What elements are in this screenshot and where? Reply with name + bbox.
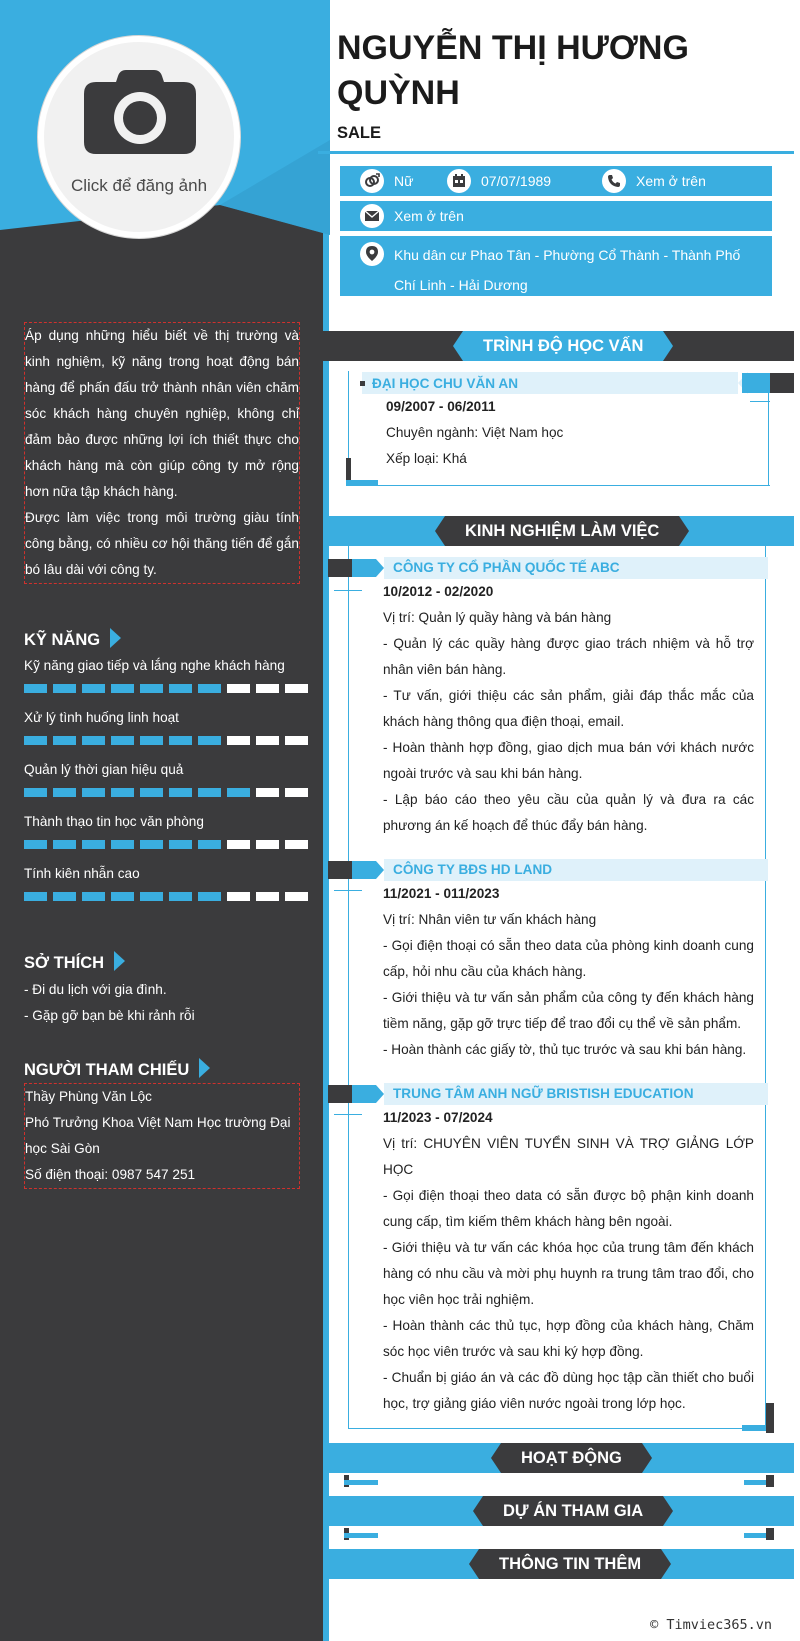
projects-heading: DỰ ÁN THAM GIA: [483, 1496, 663, 1526]
frame-tick: [750, 401, 770, 402]
section-banner-extra: [323, 1549, 794, 1579]
frame-corner: [766, 1475, 774, 1487]
skill-item[interactable]: [24, 762, 310, 797]
skill-segment-filled: [140, 892, 163, 901]
avatar-upload[interactable]: [38, 36, 240, 238]
skill-level-bar: [24, 684, 310, 693]
reference-title-text: NGƯỜI THAM CHIẾU: [24, 1061, 190, 1079]
skill-segment-filled: [82, 684, 105, 693]
job-tab: [352, 1085, 376, 1103]
skill-segment-filled: [53, 840, 76, 849]
contact-row-2: [340, 201, 772, 231]
hobby-item: - Đi du lịch với gia đình.: [24, 982, 167, 997]
skill-segment-empty: [256, 840, 279, 849]
skill-segment-filled: [169, 892, 192, 901]
skill-segment-filled: [140, 788, 163, 797]
address-value: Khu dân cư Phao Tân - Phường Cổ Thành - Thành Phố Chí Linh - Hải Dương: [394, 247, 741, 293]
frame-corner: [344, 1480, 378, 1485]
frame-corner: [766, 1528, 774, 1540]
phone-value: Xem ở trên: [636, 173, 706, 189]
skill-segment-empty: [285, 736, 308, 745]
skill-segment-filled: [169, 684, 192, 693]
timeline-tick: [334, 890, 362, 891]
experience-heading: KINH NGHIỆM LÀM VIỆC: [445, 516, 679, 546]
skill-segment-empty: [227, 684, 250, 693]
flag-icon: [114, 951, 125, 971]
skill-segment-empty: [256, 684, 279, 693]
timeline-tick: [334, 590, 362, 591]
candidate-name[interactable]: NGUYỄN THỊ HƯƠNG QUỲNH: [337, 29, 689, 112]
skill-level-bar: [24, 736, 310, 745]
skill-level-bar: [24, 892, 310, 901]
skill-segment-filled: [169, 736, 192, 745]
skill-segment-filled: [198, 840, 221, 849]
section-banner-education: [323, 331, 794, 361]
contact-row-1: [340, 166, 772, 196]
gender-icon: [360, 169, 384, 193]
skill-segment-filled: [111, 684, 134, 693]
activities-heading: HOẠT ĐỘNG: [501, 1443, 642, 1473]
education-heading: TRÌNH ĐỘ HỌC VẤN: [463, 331, 663, 361]
hobby-item: - Gặp gỡ bạn bè khi rảnh rỗi: [24, 1008, 195, 1023]
skill-segment-empty: [285, 840, 308, 849]
skill-segment-filled: [111, 736, 134, 745]
skill-segment-empty: [256, 736, 279, 745]
skill-segment-filled: [24, 788, 47, 797]
job-duty: - Tư vấn, giới thiệu các sản phẩm, giải đáp thắc mắc của khách hàng thông qua điện thoại, email.: [383, 688, 754, 729]
sidebar-stripe: [323, 0, 329, 1641]
job-position: Vị trí: Nhân viên tư vấn khách hàng: [383, 912, 597, 927]
skill-segment-filled: [82, 840, 105, 849]
job-details[interactable]: [383, 579, 754, 839]
job-duty: - Gọi điện thoại có sẵn theo data của phòng kinh doanh cung cấp, hỏi nhu cầu của khách hàng.: [383, 938, 754, 979]
hobbies-list[interactable]: [24, 977, 195, 1029]
job-duty: - Hoàn thành các thủ tục, hợp đồng của khách hàng, Chăm sóc học viên trước và sau khi ký hợp đồng.: [383, 1318, 754, 1359]
skill-item[interactable]: [24, 814, 310, 849]
job-duty: - Gọi điện thoại theo data có sẵn được bộ phận kinh doanh cung cấp, tìm kiếm thêm khách hàng bên ngoài.: [383, 1188, 754, 1229]
footer-copyright: © Timviec365.vn: [650, 1617, 772, 1633]
skill-segment-empty: [285, 684, 308, 693]
phone-icon: [602, 169, 626, 193]
job-title[interactable]: SALE: [337, 124, 382, 142]
skill-level-bar: [24, 840, 310, 849]
skill-segment-filled: [198, 684, 221, 693]
job-period: 11/2023 - 07/2024: [383, 1110, 493, 1125]
skill-segment-filled: [198, 788, 221, 797]
skill-segment-filled: [24, 684, 47, 693]
skill-segment-filled: [198, 736, 221, 745]
skill-segment-filled: [24, 892, 47, 901]
skill-segment-filled: [82, 892, 105, 901]
frame-corner: [766, 1403, 774, 1433]
skill-segment-filled: [82, 788, 105, 797]
career-objective[interactable]: [24, 322, 300, 584]
company-name[interactable]: TRUNG TÂM ANH NGỮ BRISTISH EDUCATION: [393, 1086, 694, 1101]
skill-item[interactable]: [24, 658, 310, 693]
camera-icon: [84, 70, 196, 154]
skill-name: Thành thạo tin học văn phòng: [24, 814, 204, 829]
skill-segment-filled: [140, 840, 163, 849]
job-position: Vị trí: Quản lý quầy hàng và bán hàng: [383, 610, 612, 625]
job-tab: [328, 861, 352, 879]
objective-paragraph: Áp dụng những hiểu biết về thị trường và kinh nghiệm, kỹ năng trong hoạt động bán hàng để phấn đấu trở thành nhân viên chăm sóc khách hàng chuyên nghiệp, không chỉ đảm bảo được những lợi ích thiết thực cho khách hàng mà còn giúp công ty mở rộng hơn nữa tập khách hàng.: [25, 328, 299, 499]
reference-name: Thầy Phùng Văn Lộc: [25, 1089, 152, 1104]
skill-segment-filled: [82, 736, 105, 745]
reference-phone: Số điện thoại: 0987 547 251: [25, 1167, 196, 1182]
job-tab: [328, 559, 352, 577]
section-banner-activities: [323, 1443, 794, 1473]
job-duty: - Chuẩn bị giáo án và các đồ dùng học tập cần thiết cho buổi học, trợ giảng giáo viên nước ngoài trong lớp học.: [383, 1370, 754, 1411]
job-tab: [328, 1085, 352, 1103]
frame-corner: [744, 1480, 766, 1485]
job-period: 11/2021 - 011/2023: [383, 886, 500, 901]
skill-item[interactable]: [24, 866, 310, 901]
skill-segment-filled: [53, 684, 76, 693]
skill-segment-filled: [111, 788, 134, 797]
email-icon: [360, 204, 384, 228]
reference-box[interactable]: [24, 1083, 300, 1189]
gender-field[interactable]: [360, 169, 413, 193]
education-period: 09/2007 - 06/2011: [386, 399, 496, 414]
flag-icon: [110, 628, 121, 648]
header-divider: [318, 151, 794, 154]
skill-segment-filled: [140, 684, 163, 693]
birthday-value: 07/07/1989: [481, 173, 552, 189]
skill-segment-filled: [140, 736, 163, 745]
frame-corner: [744, 1533, 766, 1538]
objective-paragraph: Được làm việc trong môi trường giàu tính công bằng, có nhiều cơ hội thăng tiến để gắn bó lâu dài với công ty.: [25, 510, 299, 577]
skill-segment-filled: [24, 840, 47, 849]
location-icon: [360, 242, 384, 266]
skill-item[interactable]: [24, 710, 310, 745]
email-value: Xem ở trên: [394, 208, 464, 224]
skill-name: Quản lý thời gian hiệu quả: [24, 762, 184, 777]
job-details[interactable]: [383, 1105, 754, 1417]
education-tab: [742, 373, 772, 393]
education-details[interactable]: [386, 394, 746, 472]
skills-title: [24, 628, 121, 650]
skill-segment-filled: [53, 788, 76, 797]
job-duty: - Quản lý các quầy hàng được giao trách nhiệm và hỗ trợ nhân viên bán hàng.: [383, 636, 754, 677]
skill-segment-filled: [53, 892, 76, 901]
email-field[interactable]: [360, 204, 464, 228]
company-name[interactable]: CÔNG TY BĐS HD LAND: [393, 862, 553, 877]
skill-segment-filled: [169, 840, 192, 849]
job-duty: - Hoàn thành các giấy tờ, thủ tục trước và sau khi bán hàng.: [383, 1042, 747, 1057]
skills-title-text: KỸ NĂNG: [24, 631, 101, 649]
skill-segment-empty: [256, 892, 279, 901]
contact-row-3: [340, 236, 772, 296]
skill-segment-empty: [227, 840, 250, 849]
education-tab-dark: [770, 373, 794, 393]
timeline-tick: [334, 1114, 362, 1115]
job-duty: - Hoàn thành hợp đồng, giao dịch mua bán với khách nước ngoài trước và sau khi bán hàng.: [383, 740, 754, 781]
skill-segment-filled: [53, 736, 76, 745]
skill-segment-filled: [24, 736, 47, 745]
skill-segment-filled: [198, 892, 221, 901]
job-duty: - Giới thiệu và tư vấn các khóa học của trung tâm đến khách hàng có nhu cầu và mời phụ huynh ra trung tâm trao đổi, cho học viên học trải nghiệm.: [383, 1240, 754, 1307]
skill-segment-empty: [227, 736, 250, 745]
frame-corner: [742, 1425, 766, 1431]
frame-edge: [768, 393, 769, 486]
education-major: Chuyên ngành: Việt Nam học: [386, 425, 564, 440]
education-rank: Xếp loại: Khá: [386, 451, 467, 466]
company-name[interactable]: CÔNG TY CỔ PHẦN QUỐC TẾ ABC: [393, 560, 620, 575]
skill-segment-filled: [169, 788, 192, 797]
skill-segment-filled: [227, 788, 250, 797]
section-banner-experience: [323, 516, 794, 546]
phone-field[interactable]: [602, 169, 706, 193]
skill-segment-filled: [111, 892, 134, 901]
address-field[interactable]: [360, 240, 764, 300]
job-position: Vị trí: CHUYÊN VIÊN TUYỂN SINH VÀ TRỢ GIẢNG LỚP HỌC: [383, 1136, 754, 1177]
reference-title-line: Phó Trưởng Khoa Việt Nam Học trường Đại học Sài Gòn: [25, 1115, 291, 1156]
skill-name: Tính kiên nhẫn cao: [24, 866, 140, 881]
skill-segment-empty: [227, 892, 250, 901]
job-duty: - Lập báo cáo theo yêu cầu của quản lý và đưa ra các phương án kế hoạch để thúc đẩy bán hàng.: [383, 792, 754, 833]
skill-segment-empty: [285, 892, 308, 901]
skill-segment-empty: [285, 788, 308, 797]
frame-corner: [344, 1533, 378, 1538]
job-tab: [352, 861, 376, 879]
gender-value: Nữ: [394, 173, 414, 189]
hobbies-title-text: SỞ THÍCH: [24, 954, 105, 972]
job-duty: - Giới thiệu và tư vấn sản phẩm của công ty đến khách hàng tiềm năng, gặp gỡ trực tiếp để trao đổi cụ thể về sản phẩm.: [383, 990, 754, 1031]
frame-corner: [346, 480, 378, 486]
job-tab: [352, 559, 376, 577]
school-name[interactable]: ĐẠI HỌC CHU VĂN AN: [372, 376, 519, 391]
skill-segment-filled: [111, 840, 134, 849]
calendar-icon: [447, 169, 471, 193]
skill-segment-empty: [256, 788, 279, 797]
avatar-label: Click để đăng ảnh: [70, 176, 208, 195]
skill-name: Kỹ năng giao tiếp và lắng nghe khách hàng: [24, 658, 285, 673]
flag-icon: [199, 1058, 210, 1078]
job-period: 10/2012 - 02/2020: [383, 584, 494, 599]
skill-level-bar: [24, 788, 310, 797]
section-banner-projects: [323, 1496, 794, 1526]
birthday-field[interactable]: [447, 169, 551, 193]
reference-title: [24, 1058, 210, 1080]
job-details[interactable]: [383, 881, 754, 1063]
frame-corner: [346, 458, 351, 480]
extra-heading: THÔNG TIN THÊM: [479, 1549, 661, 1579]
skill-name: Xử lý tình huống linh hoạt: [24, 710, 179, 725]
hobbies-title: [24, 951, 125, 973]
